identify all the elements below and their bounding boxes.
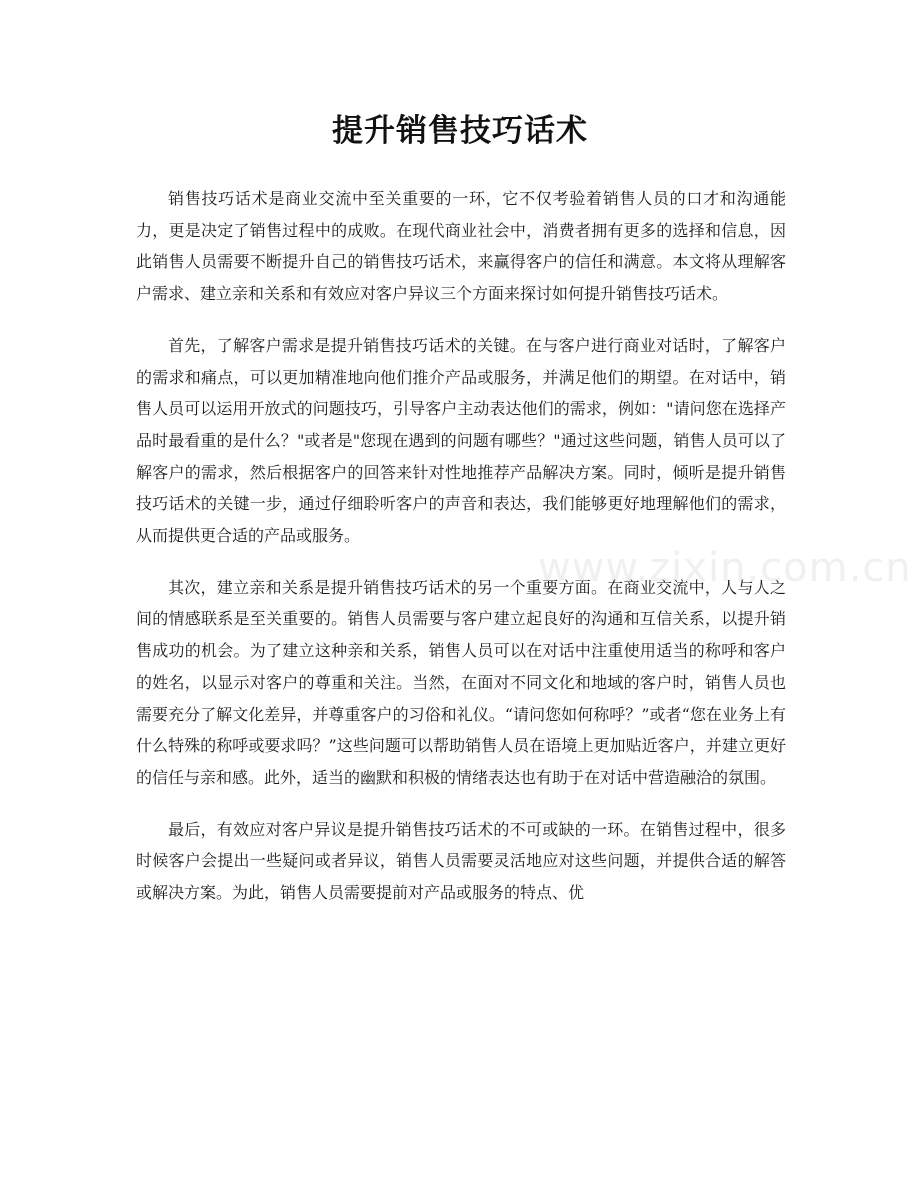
watermark-text: www.zixin.com.cn	[538, 545, 912, 591]
paragraph-customer-needs: 首先，了解客户需求是提升销售技巧话术的关键。在与客户进行商业对话时，了解客户的需求和痛点，可以更加精准地向他们推介产品或服务，并满足他们的期望。在对话中，销售人员可以运用开放式的问题技巧，引导客户主动表达他们的需求，例如："请问您在选择产品时最看重的是什么？"或者是"您现在遇到的问题有哪些？"通过这些问题，销售人员可以了解客户的需求，然后根据客户的回答来针对性地推荐产品解决方案。同时，倾听是提升销售技巧话术的关键一步，通过仔细聆听客户的声音和表达，我们能够更好地理解他们的需求，从而提供更合适的产品或服务。	[136, 335, 786, 546]
paragraph-intro: 销售技巧话术是商业交流中至关重要的一环，它不仅考验着销售人员的口才和沟通能力，更是决定了销售过程中的成败。在现代商业社会中，消费者拥有更多的选择和信息，因此销售人员需要不断提升自己的销售技巧话术，来赢得客户的信任和满意。本文将从理解客户需求、建立亲和关系和有效应对客户异议三个方面来探讨如何提升销售技巧话术。	[136, 189, 786, 304]
document-title: 提升销售技巧话术	[332, 113, 588, 149]
paragraph-rapport: 其次，建立亲和关系是提升销售技巧话术的另一个重要方面。在商业交流中，人与人之间的情感联系是至关重要的。销售人员需要与客户建立起良好的沟通和互信关系，以提升销售成功的机会。为了建立这种亲和关系，销售人员可以在对话中注重使用适当的称呼和客户的姓名，以显示对客户的尊重和关注。当然，在面对不同文化和地域的客户时，销售人员也需要充分了解文化差异，并尊重客户的习俗和礼仪。“请问您如何称呼？”或者“您在业务上有什么特殊的称呼或要求吗？”这些问题可以帮助销售人员在语境上更加贴近客户，并建立更好的信任与亲和感。此外，适当的幽默和积极的情绪表达也有助于在对话中营造融洽的氛围。	[136, 577, 786, 787]
document-body	[136, 183, 786, 929]
paragraph-objections: 最后，有效应对客户异议是提升销售技巧话术的不可或缺的一环。在销售过程中，很多时候客户会提出一些疑问或者异议，销售人员需要灵活地应对这些问题，并提供合适的解答或解决方案。为此，销售人员需要提前对产品或服务的特点、优	[136, 819, 786, 903]
